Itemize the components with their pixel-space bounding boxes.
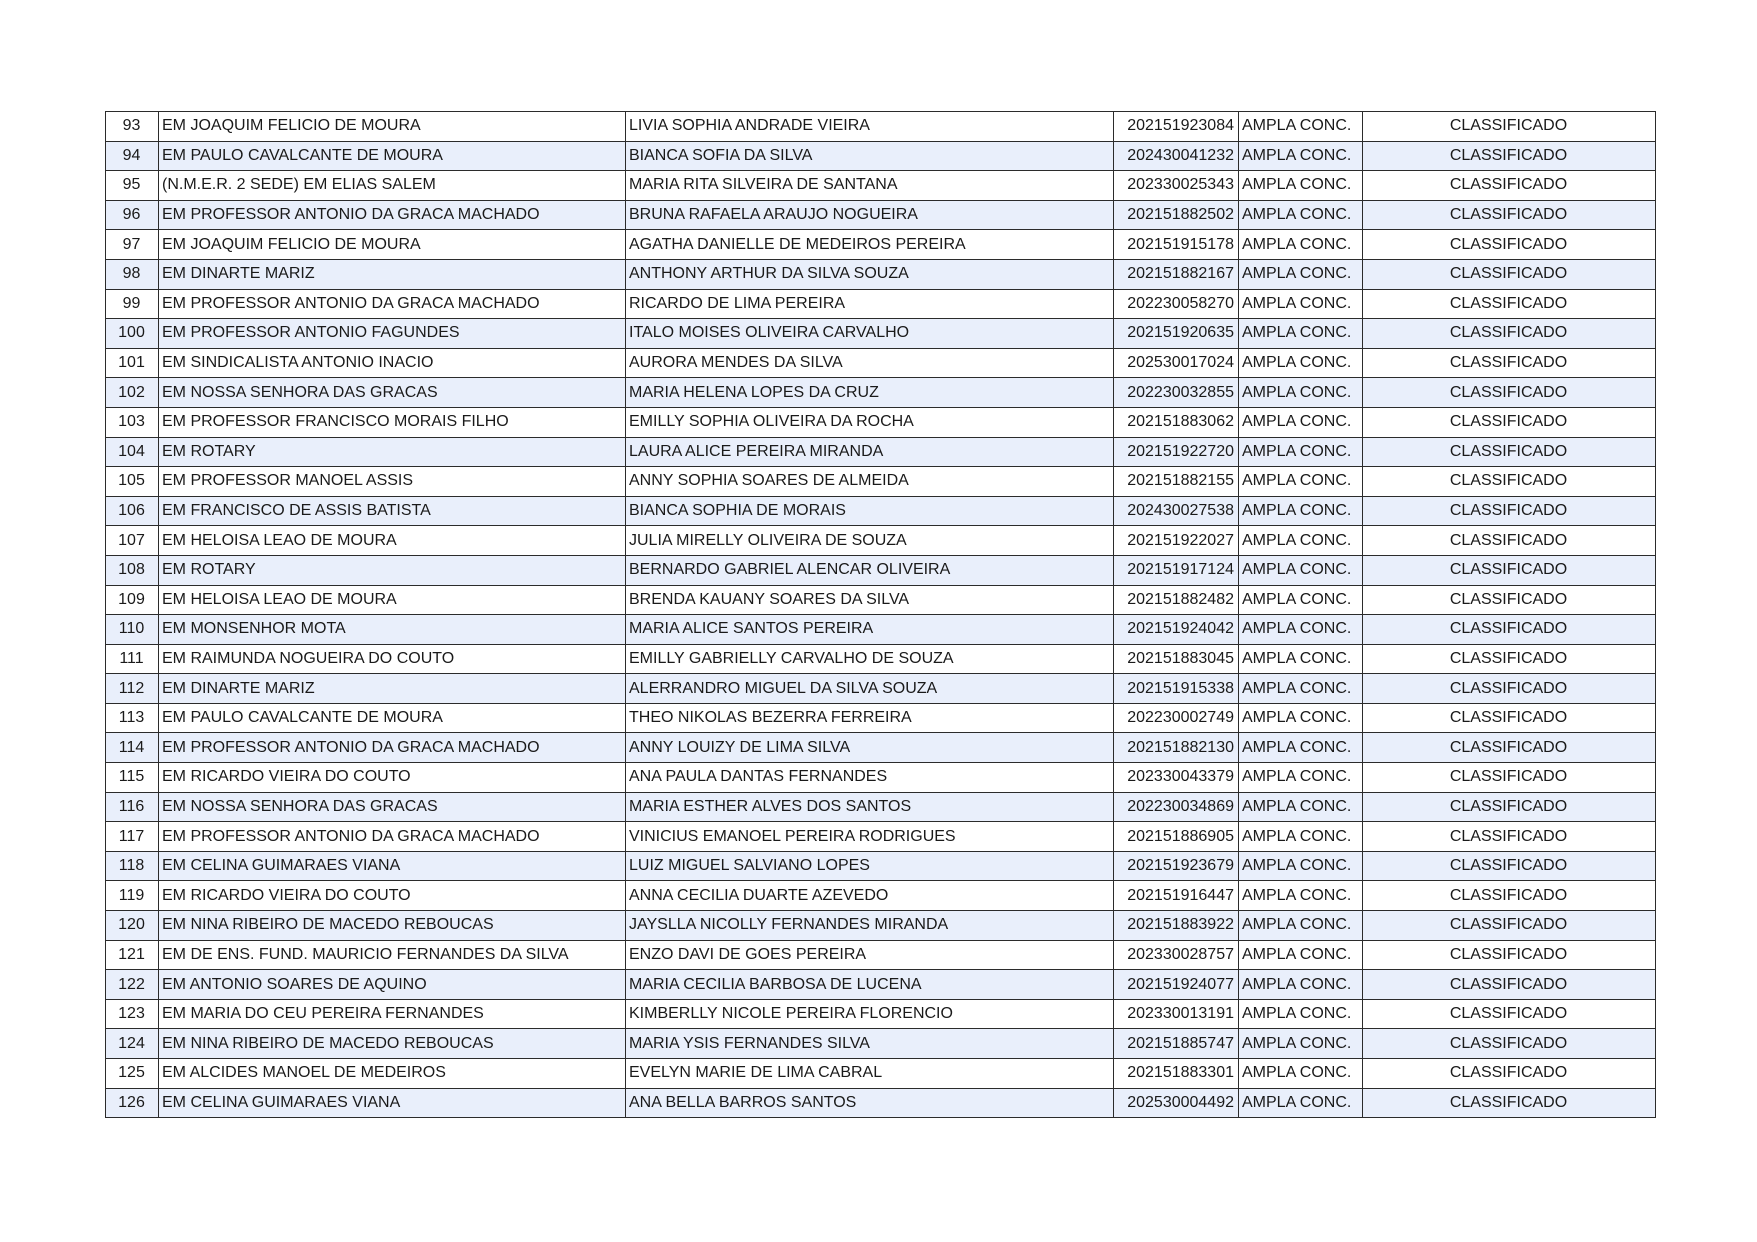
school-cell: EM DINARTE MARIZ [159,259,626,289]
table-row [106,644,1656,674]
status-cell: CLASSIFICADO [1363,703,1656,733]
status-cell: CLASSIFICADO [1363,851,1656,881]
table-row [106,437,1656,467]
status-cell: CLASSIFICADO [1363,112,1656,142]
table-row [106,112,1656,142]
student-name-cell: ITALO MOISES OLIVEIRA CARVALHO [626,319,1114,349]
table-row [106,881,1656,911]
registration-cell: 202230034869 [1114,792,1239,822]
category-cell: AMPLA CONC. [1239,1059,1363,1089]
school-cell: EM DINARTE MARIZ [159,674,626,704]
category-cell: AMPLA CONC. [1239,911,1363,941]
student-name-cell: THEO NIKOLAS BEZERRA FERREIRA [626,703,1114,733]
student-name-cell: BRENDA KAUANY SOARES DA SILVA [626,585,1114,615]
row-number: 121 [106,940,159,970]
status-cell: CLASSIFICADO [1363,171,1656,201]
student-name-cell: JAYSLLA NICOLLY FERNANDES MIRANDA [626,911,1114,941]
table-row [106,1059,1656,1089]
row-number: 107 [106,526,159,556]
student-name-cell: ANTHONY ARTHUR DA SILVA SOUZA [626,259,1114,289]
registration-cell: 202330028757 [1114,940,1239,970]
category-cell: AMPLA CONC. [1239,259,1363,289]
registration-cell: 202151915178 [1114,230,1239,260]
table-row [106,1088,1656,1118]
category-cell: AMPLA CONC. [1239,200,1363,230]
table-row [106,141,1656,171]
category-cell: AMPLA CONC. [1239,881,1363,911]
school-cell: EM SINDICALISTA ANTONIO INACIO [159,348,626,378]
table-row [106,615,1656,645]
school-cell: EM PAULO CAVALCANTE DE MOURA [159,141,626,171]
school-cell: EM ROTARY [159,555,626,585]
student-name-cell: JULIA MIRELLY OLIVEIRA DE SOUZA [626,526,1114,556]
student-name-cell: ANA PAULA DANTAS FERNANDES [626,763,1114,793]
table-row [106,348,1656,378]
school-cell: EM CELINA GUIMARAES VIANA [159,851,626,881]
status-cell: CLASSIFICADO [1363,1088,1656,1118]
student-name-cell: EVELYN MARIE DE LIMA CABRAL [626,1059,1114,1089]
student-name-cell: BRUNA RAFAELA ARAUJO NOGUEIRA [626,200,1114,230]
category-cell: AMPLA CONC. [1239,763,1363,793]
row-number: 95 [106,171,159,201]
school-cell: EM ANTONIO SOARES DE AQUINO [159,970,626,1000]
school-cell: EM PROFESSOR ANTONIO DA GRACA MACHADO [159,733,626,763]
category-cell: AMPLA CONC. [1239,703,1363,733]
registration-cell: 202151922027 [1114,526,1239,556]
table-row [106,171,1656,201]
registration-cell: 202151917124 [1114,555,1239,585]
student-name-cell: LIVIA SOPHIA ANDRADE VIEIRA [626,112,1114,142]
results-table-body [106,112,1656,1118]
registration-cell: 202330025343 [1114,171,1239,201]
status-cell: CLASSIFICADO [1363,970,1656,1000]
registration-cell: 202330043379 [1114,763,1239,793]
student-name-cell: KIMBERLLY NICOLE PEREIRA FLORENCIO [626,999,1114,1029]
table-row [106,940,1656,970]
status-cell: CLASSIFICADO [1363,585,1656,615]
registration-cell: 202151924042 [1114,615,1239,645]
student-name-cell: MARIA ESTHER ALVES DOS SANTOS [626,792,1114,822]
category-cell: AMPLA CONC. [1239,970,1363,1000]
registration-cell: 202151882482 [1114,585,1239,615]
status-cell: CLASSIFICADO [1363,763,1656,793]
category-cell: AMPLA CONC. [1239,378,1363,408]
category-cell: AMPLA CONC. [1239,1029,1363,1059]
status-cell: CLASSIFICADO [1363,496,1656,526]
student-name-cell: LAURA ALICE PEREIRA MIRANDA [626,437,1114,467]
school-cell: EM DE ENS. FUND. MAURICIO FERNANDES DA SILVA [159,940,626,970]
registration-cell: 202151882155 [1114,467,1239,497]
school-cell: EM PROFESSOR ANTONIO DA GRACA MACHADO [159,822,626,852]
row-number: 122 [106,970,159,1000]
category-cell: AMPLA CONC. [1239,644,1363,674]
category-cell: AMPLA CONC. [1239,467,1363,497]
table-row [106,911,1656,941]
row-number: 105 [106,467,159,497]
table-row [106,763,1656,793]
school-cell: EM RICARDO VIEIRA DO COUTO [159,763,626,793]
row-number: 118 [106,851,159,881]
row-number: 93 [106,112,159,142]
table-row [106,407,1656,437]
row-number: 109 [106,585,159,615]
student-name-cell: ANA BELLA BARROS SANTOS [626,1088,1114,1118]
category-cell: AMPLA CONC. [1239,940,1363,970]
row-number: 115 [106,763,159,793]
registration-cell: 202330013191 [1114,999,1239,1029]
status-cell: CLASSIFICADO [1363,555,1656,585]
school-cell: EM ALCIDES MANOEL DE MEDEIROS [159,1059,626,1089]
table-row [106,733,1656,763]
school-cell: EM RAIMUNDA NOGUEIRA DO COUTO [159,644,626,674]
row-number: 123 [106,999,159,1029]
category-cell: AMPLA CONC. [1239,733,1363,763]
table-row [106,289,1656,319]
registration-cell: 202151885747 [1114,1029,1239,1059]
row-number: 110 [106,615,159,645]
school-cell: EM HELOISA LEAO DE MOURA [159,526,626,556]
student-name-cell: LUIZ MIGUEL SALVIANO LOPES [626,851,1114,881]
table-row [106,851,1656,881]
status-cell: CLASSIFICADO [1363,230,1656,260]
category-cell: AMPLA CONC. [1239,585,1363,615]
table-row [106,496,1656,526]
student-name-cell: MARIA CECILIA BARBOSA DE LUCENA [626,970,1114,1000]
row-number: 97 [106,230,159,260]
school-cell: EM NINA RIBEIRO DE MACEDO REBOUCAS [159,1029,626,1059]
row-number: 94 [106,141,159,171]
status-cell: CLASSIFICADO [1363,526,1656,556]
student-name-cell: MARIA YSIS FERNANDES SILVA [626,1029,1114,1059]
status-cell: CLASSIFICADO [1363,881,1656,911]
registration-cell: 202151915338 [1114,674,1239,704]
school-cell: EM CELINA GUIMARAES VIANA [159,1088,626,1118]
category-cell: AMPLA CONC. [1239,230,1363,260]
school-cell: EM RICARDO VIEIRA DO COUTO [159,881,626,911]
status-cell: CLASSIFICADO [1363,911,1656,941]
student-name-cell: EMILLY GABRIELLY CARVALHO DE SOUZA [626,644,1114,674]
status-cell: CLASSIFICADO [1363,615,1656,645]
row-number: 125 [106,1059,159,1089]
registration-cell: 202151883922 [1114,911,1239,941]
table-row [106,822,1656,852]
row-number: 102 [106,378,159,408]
school-cell: EM PROFESSOR ANTONIO FAGUNDES [159,319,626,349]
row-number: 126 [106,1088,159,1118]
student-name-cell: BIANCA SOFIA DA SILVA [626,141,1114,171]
student-name-cell: ANNY SOPHIA SOARES DE ALMEIDA [626,467,1114,497]
category-cell: AMPLA CONC. [1239,615,1363,645]
table-row [106,970,1656,1000]
status-cell: CLASSIFICADO [1363,1029,1656,1059]
status-cell: CLASSIFICADO [1363,644,1656,674]
category-cell: AMPLA CONC. [1239,851,1363,881]
category-cell: AMPLA CONC. [1239,437,1363,467]
school-cell: EM JOAQUIM FELICIO DE MOURA [159,112,626,142]
table-row [106,792,1656,822]
status-cell: CLASSIFICADO [1363,141,1656,171]
table-row [106,378,1656,408]
student-name-cell: BIANCA SOPHIA DE MORAIS [626,496,1114,526]
table-row [106,555,1656,585]
table-row [106,999,1656,1029]
registration-cell: 202151883062 [1114,407,1239,437]
school-cell: EM MONSENHOR MOTA [159,615,626,645]
student-name-cell: MARIA HELENA LOPES DA CRUZ [626,378,1114,408]
student-name-cell: MARIA RITA SILVEIRA DE SANTANA [626,171,1114,201]
registration-cell: 202151923084 [1114,112,1239,142]
school-cell: EM PAULO CAVALCANTE DE MOURA [159,703,626,733]
status-cell: CLASSIFICADO [1363,999,1656,1029]
student-name-cell: ANNA CECILIA DUARTE AZEVEDO [626,881,1114,911]
category-cell: AMPLA CONC. [1239,319,1363,349]
registration-cell: 202151920635 [1114,319,1239,349]
registration-cell: 202430041232 [1114,141,1239,171]
category-cell: AMPLA CONC. [1239,496,1363,526]
row-number: 108 [106,555,159,585]
row-number: 124 [106,1029,159,1059]
category-cell: AMPLA CONC. [1239,792,1363,822]
school-cell: EM JOAQUIM FELICIO DE MOURA [159,230,626,260]
table-row [106,585,1656,615]
table-row [106,674,1656,704]
school-cell: EM MARIA DO CEU PEREIRA FERNANDES [159,999,626,1029]
category-cell: AMPLA CONC. [1239,526,1363,556]
registration-cell: 202151882167 [1114,259,1239,289]
school-cell: EM PROFESSOR FRANCISCO MORAIS FILHO [159,407,626,437]
table-row [106,200,1656,230]
table-row [106,467,1656,497]
category-cell: AMPLA CONC. [1239,555,1363,585]
status-cell: CLASSIFICADO [1363,822,1656,852]
table-row [106,1029,1656,1059]
row-number: 99 [106,289,159,319]
student-name-cell: BERNARDO GABRIEL ALENCAR OLIVEIRA [626,555,1114,585]
row-number: 106 [106,496,159,526]
table-row [106,703,1656,733]
results-sheet [105,111,1655,1118]
status-cell: CLASSIFICADO [1363,289,1656,319]
student-name-cell: AGATHA DANIELLE DE MEDEIROS PEREIRA [626,230,1114,260]
status-cell: CLASSIFICADO [1363,467,1656,497]
status-cell: CLASSIFICADO [1363,200,1656,230]
category-cell: AMPLA CONC. [1239,289,1363,319]
row-number: 117 [106,822,159,852]
status-cell: CLASSIFICADO [1363,792,1656,822]
registration-cell: 202151924077 [1114,970,1239,1000]
row-number: 96 [106,200,159,230]
results-table [105,111,1656,1118]
category-cell: AMPLA CONC. [1239,171,1363,201]
registration-cell: 202151923679 [1114,851,1239,881]
student-name-cell: MARIA ALICE SANTOS PEREIRA [626,615,1114,645]
school-cell: EM NOSSA SENHORA DAS GRACAS [159,378,626,408]
status-cell: CLASSIFICADO [1363,319,1656,349]
school-cell: EM PROFESSOR ANTONIO DA GRACA MACHADO [159,200,626,230]
category-cell: AMPLA CONC. [1239,407,1363,437]
row-number: 104 [106,437,159,467]
school-cell: EM FRANCISCO DE ASSIS BATISTA [159,496,626,526]
category-cell: AMPLA CONC. [1239,674,1363,704]
table-row [106,526,1656,556]
school-cell: EM PROFESSOR MANOEL ASSIS [159,467,626,497]
row-number: 116 [106,792,159,822]
student-name-cell: AURORA MENDES DA SILVA [626,348,1114,378]
status-cell: CLASSIFICADO [1363,674,1656,704]
status-cell: CLASSIFICADO [1363,259,1656,289]
status-cell: CLASSIFICADO [1363,940,1656,970]
row-number: 114 [106,733,159,763]
student-name-cell: EMILLY SOPHIA OLIVEIRA DA ROCHA [626,407,1114,437]
student-name-cell: VINICIUS EMANOEL PEREIRA RODRIGUES [626,822,1114,852]
status-cell: CLASSIFICADO [1363,378,1656,408]
registration-cell: 202151882502 [1114,200,1239,230]
registration-cell: 202230058270 [1114,289,1239,319]
student-name-cell: RICARDO DE LIMA PEREIRA [626,289,1114,319]
school-cell: EM NINA RIBEIRO DE MACEDO REBOUCAS [159,911,626,941]
registration-cell: 202230002749 [1114,703,1239,733]
registration-cell: 202151882130 [1114,733,1239,763]
category-cell: AMPLA CONC. [1239,999,1363,1029]
status-cell: CLASSIFICADO [1363,733,1656,763]
school-cell: EM PROFESSOR ANTONIO DA GRACA MACHADO [159,289,626,319]
status-cell: CLASSIFICADO [1363,407,1656,437]
table-row [106,230,1656,260]
school-cell: (N.M.E.R. 2 SEDE) EM ELIAS SALEM [159,171,626,201]
category-cell: AMPLA CONC. [1239,822,1363,852]
registration-cell: 202230032855 [1114,378,1239,408]
registration-cell: 202530004492 [1114,1088,1239,1118]
registration-cell: 202151922720 [1114,437,1239,467]
registration-cell: 202430027538 [1114,496,1239,526]
school-cell: EM ROTARY [159,437,626,467]
table-row [106,319,1656,349]
row-number: 113 [106,703,159,733]
student-name-cell: ENZO DAVI DE GOES PEREIRA [626,940,1114,970]
registration-cell: 202151883301 [1114,1059,1239,1089]
status-cell: CLASSIFICADO [1363,1059,1656,1089]
school-cell: EM HELOISA LEAO DE MOURA [159,585,626,615]
row-number: 112 [106,674,159,704]
status-cell: CLASSIFICADO [1363,437,1656,467]
category-cell: AMPLA CONC. [1239,348,1363,378]
student-name-cell: ANNY LOUIZY DE LIMA SILVA [626,733,1114,763]
registration-cell: 202151883045 [1114,644,1239,674]
row-number: 98 [106,259,159,289]
row-number: 119 [106,881,159,911]
student-name-cell: ALERRANDRO MIGUEL DA SILVA SOUZA [626,674,1114,704]
row-number: 101 [106,348,159,378]
registration-cell: 202151916447 [1114,881,1239,911]
category-cell: AMPLA CONC. [1239,1088,1363,1118]
category-cell: AMPLA CONC. [1239,112,1363,142]
registration-cell: 202530017024 [1114,348,1239,378]
category-cell: AMPLA CONC. [1239,141,1363,171]
row-number: 120 [106,911,159,941]
row-number: 100 [106,319,159,349]
row-number: 111 [106,644,159,674]
table-row [106,259,1656,289]
status-cell: CLASSIFICADO [1363,348,1656,378]
school-cell: EM NOSSA SENHORA DAS GRACAS [159,792,626,822]
registration-cell: 202151886905 [1114,822,1239,852]
row-number: 103 [106,407,159,437]
